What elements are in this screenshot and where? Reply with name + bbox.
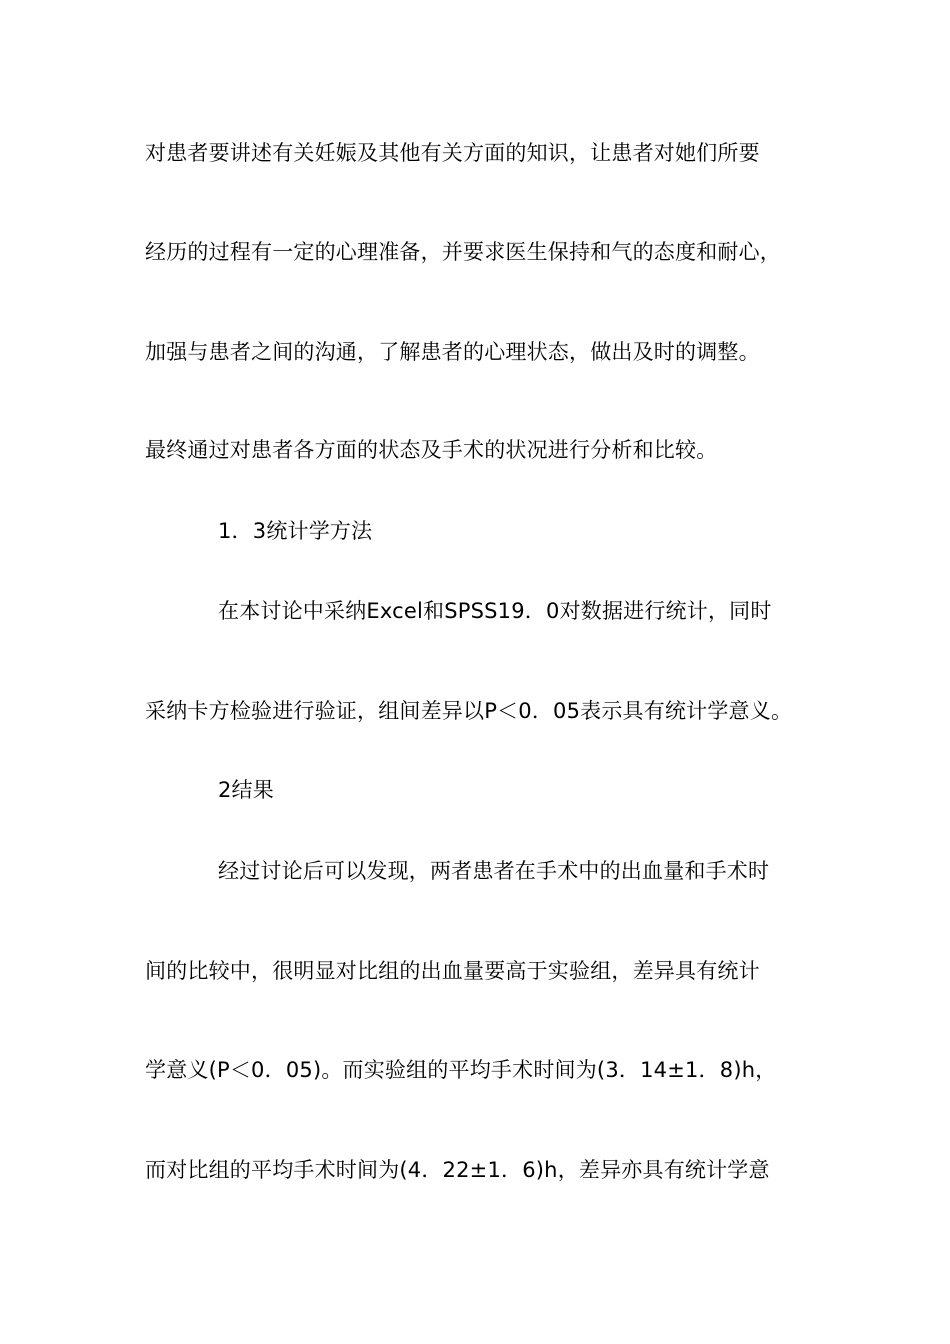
paragraph-line: 在本讨论中采纳Excel和SPSS19．0对数据进行统计，同时 [218, 599, 772, 623]
paragraph-line: 间的比较中，很明显对比组的出血量要高于实验组，差异具有统计 [145, 959, 760, 983]
paragraph-line: 而对比组的平均手术时间为(4．22±1．6)h，差异亦具有统计学意 [145, 1158, 770, 1182]
paragraph-line: 采纳卡方检验进行验证，组间差异以P＜0．05表示具有统计学意义。 [145, 699, 793, 723]
section-heading: 2结果 [218, 778, 274, 802]
paragraph-line: 经历的过程有一定的心理准备，并要求医生保持和气的态度和耐心， [145, 240, 781, 264]
paragraph-line: 学意义(P＜0．05)。而实验组的平均手术时间为(3．14±1．8)h， [145, 1058, 777, 1082]
paragraph-line: 最终通过对患者各方面的状态及手术的状况进行分析和比较。 [145, 438, 718, 462]
paragraph-line: 加强与患者之间的沟通，了解患者的心理状态，做出及时的调整。 [145, 340, 760, 364]
section-heading: 1．3统计学方法 [218, 519, 373, 543]
paragraph-line: 经过讨论后可以发现，两者患者在手术中的出血量和手术时 [218, 859, 770, 883]
paragraph-line: 对患者要讲述有关妊娠及其他有关方面的知识，让患者对她们所要 [145, 141, 760, 165]
